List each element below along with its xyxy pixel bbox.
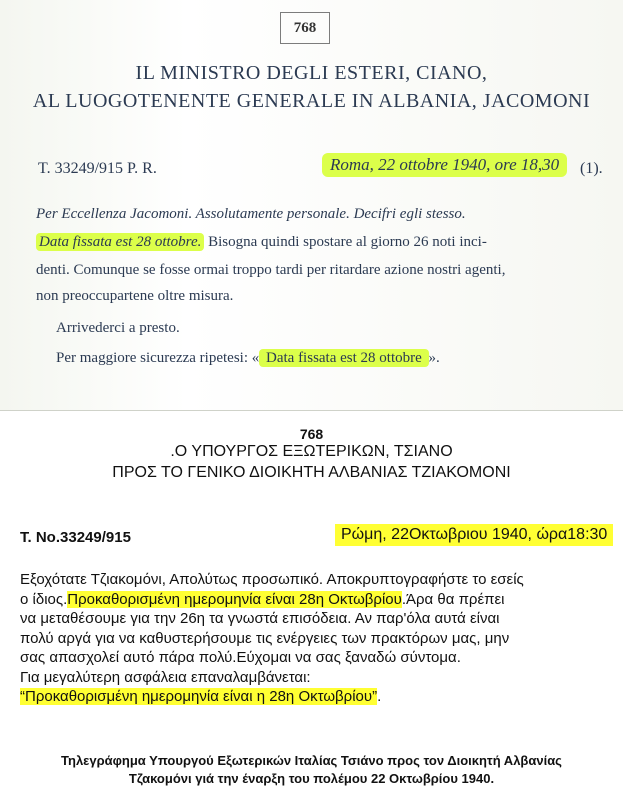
scan-line-4: non preoccupartene oltre misura.: [36, 288, 234, 304]
translation-row-2-start: ο ίδιος.: [20, 590, 68, 608]
translation-repeat-highlight: “Προκαθορισμένη ημερομηνία είναι η 28η Οκτωβρίου”: [20, 688, 378, 705]
scan-line-5: Arrivederci a presto.: [56, 320, 180, 336]
translation-row-7: [20, 687, 610, 707]
translation-date-highlight: Ρώμη, 22Οκτωβριου 1940, ώρα18:30: [335, 524, 613, 546]
scan-line-6-start: Per maggiore sicurezza ripetesi:: [56, 350, 252, 366]
scan-line-6: [56, 350, 440, 367]
image-caption: [0, 752, 623, 788]
translation-row-4: πολύ αργά για να καθυστερήσουμε τις ενέργειες των πρακτόρων μας, μην: [20, 629, 510, 647]
translation-body: [20, 570, 610, 707]
translation-row-6: Για μεγαλύτερη ασφάλεια επαναλαμβάνεται:: [20, 668, 311, 686]
scan-quote-close: ».: [428, 350, 440, 366]
scan-line-1: Per Eccellenza Jacomoni. Assolutamente personale. Decifri egli stesso.: [36, 206, 466, 222]
scan-line-3: denti. Comunque se fosse ormai troppo tardi per ritardare azione nostri agenti,: [36, 262, 506, 278]
scan-repeat-highlight: Data fissata est 28 ottobre: [259, 349, 428, 367]
scan-title-line1: IL MINISTRO DEGLI ESTERI, CIANO,: [135, 62, 488, 84]
translation-title-line1: .Ο ΥΠΟΥΡΓΟΣ ΕΞΩΤΕΡΙΚΩΝ, ΤΣΙΑΝΟ: [170, 443, 453, 460]
caption-line2: Τζακομόνι γιά την έναρξη του πολέμου 22 Οκτωβρίου 1940.: [128, 771, 495, 786]
translation-title-line2: ΠΡΟΣ ΤΟ ΓΕΝΙΚΟ ΔΙΟΙΚΗΤΗ ΑΛΒΑΝΙΑΣ ΤΖΙΑΚΟΜΟΝΙ: [112, 464, 511, 481]
translation-date-fixed-highlight: Προκαθορισμένη ημερομηνία είναι 28η Οκτωβρίου: [67, 590, 402, 608]
translation-row-3: να μεταθέσουμε για την 26η τα γνωστά επισόδεια. Αν παρ'όλα αυτά είναι: [20, 610, 500, 627]
translation-reference: Τ. Νο.33249/915: [20, 529, 131, 546]
scan-footnote-mark: (1).: [580, 160, 603, 177]
scan-title-line2: AL LUOGOTENENTE GENERALE IN ALBANIA, JACOMONI: [32, 90, 591, 112]
translation-row-2-end: .Άρα θα πρέπει: [401, 590, 505, 608]
scan-reference: T. 33249/915 P. R.: [38, 160, 157, 177]
translation-row-2: [20, 590, 610, 610]
scan-date-fixed-highlight: Data fissata est 28 ottobre.: [36, 233, 204, 251]
translation-row-1: Εξοχότατε Τζιακομόνι, Απολύτως προσωπικό. Αποκρυπτογραφήστε το εσείς: [20, 571, 524, 588]
caption-line1: Τηλεγράφημα Υπουργού Εξωτερικών Ιταλίας Τσιάνο προς τον Διοικητή Αλβανίας: [61, 753, 562, 768]
scan-date-highlight: Roma, 22 ottobre 1940, ore 18,30: [322, 153, 567, 177]
scan-line-2-rest: Bisogna quindi spostare al giorno 26 noti inci-: [204, 234, 487, 250]
translation-row-7-end: .: [377, 688, 382, 705]
document-number-box: 768: [280, 12, 330, 44]
translation-number: 768: [299, 426, 324, 442]
translation-row-5: σας απασχολεί αυτό πάρα πολύ.Εύχομαι να σας ξαναδώ σύντομα.: [20, 649, 461, 666]
scan-line-2: [36, 234, 487, 251]
scan-quote-open: «: [251, 350, 260, 366]
